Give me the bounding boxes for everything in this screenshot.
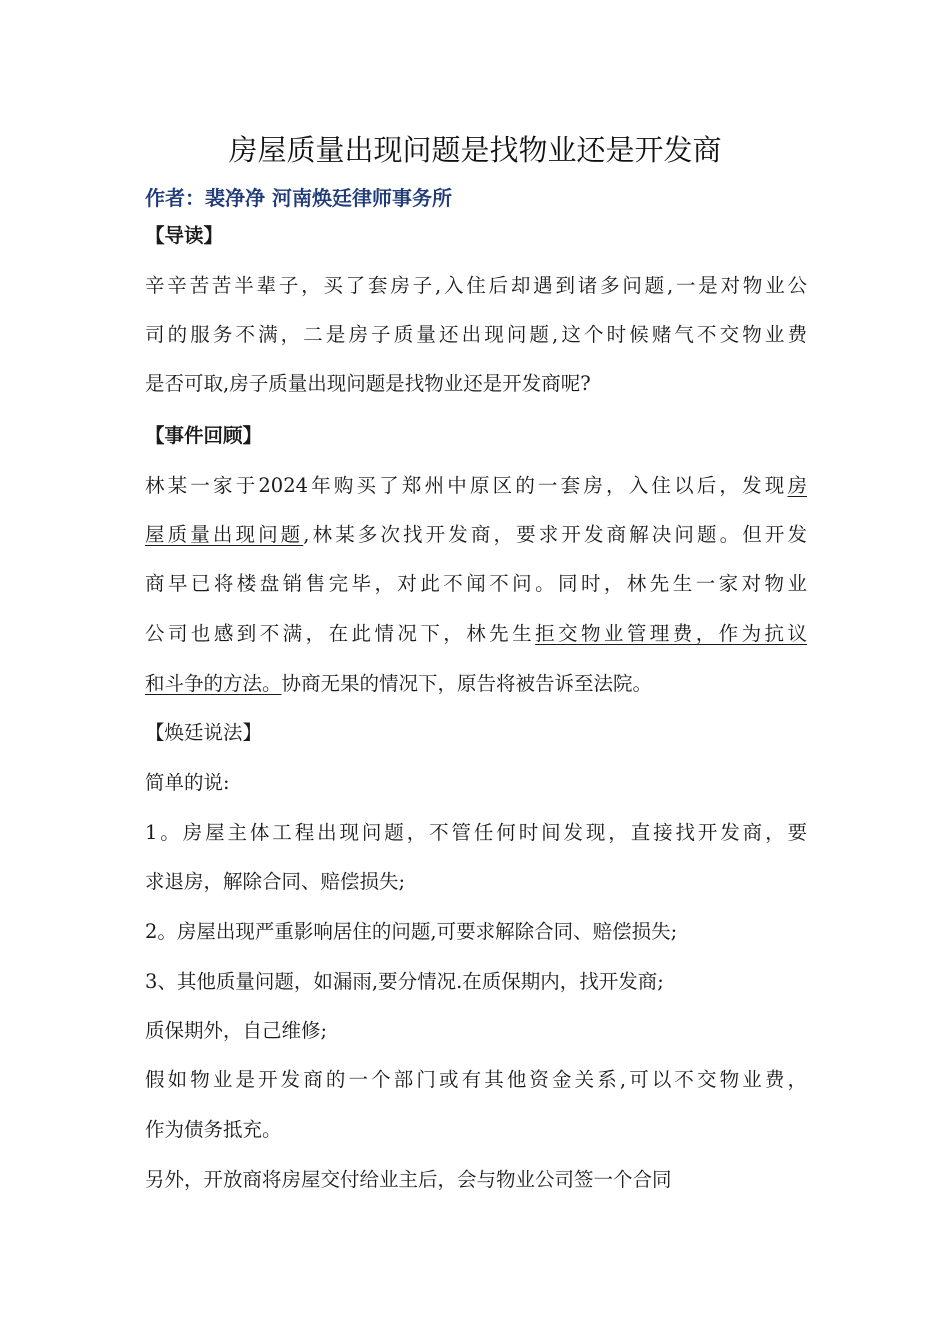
event-line-1-text: 林某一家于2024年购买了郑州中原区的一套房，入住以后，发现: [145, 474, 788, 497]
intro-line-1: 辛辛苦苦半辈子，买了套房子,入住后却遇到诸多问题,一是对物业公: [145, 274, 807, 297]
event-line-1: [145, 470, 807, 502]
event-line-1-underlined: 房: [787, 474, 807, 497]
opinion-line-6: 质保期外，自己维修;: [145, 1019, 328, 1042]
event-line-5-underlined: 和斗争的方法。: [145, 672, 282, 695]
event-line-2: [145, 519, 807, 551]
event-line-4-underlined: 拒交物业管理费，作为抗议: [535, 622, 807, 645]
opinion-line-3: 求退房，解除合同、赔偿损失;: [145, 870, 406, 893]
event-line-4-text: 公司也感到不满，在此情况下，林先生: [145, 622, 536, 645]
opinion-line-1: 简单的说:: [145, 771, 230, 794]
section-heading-intro: 【导读】: [145, 224, 224, 247]
opinion-line-5: 3、其他质量问题，如漏雨,要分情况.在质保期内，找开发商;: [145, 970, 664, 993]
event-line-5-text: 协商无果的情况下，原告将被告诉至法院。: [281, 672, 653, 695]
event-line-4: [145, 618, 807, 650]
opinion-line-9: 另外，开放商将房屋交付给业主后，会与物业公司签一个合同: [145, 1168, 672, 1191]
intro-line-2: 司的服务不满，二是房子质量还出现问题,这个时候赌气不交物业费: [145, 323, 807, 346]
event-line-5: [145, 668, 652, 700]
event-line-3: 商早已将楼盘销售完毕，对此不闻不问。同时，林先生一家对物业: [145, 572, 807, 595]
opinion-line-7: 假如物业是开发商的一个部门或有其他资金关系,可以不交物业费，: [145, 1068, 807, 1091]
document-title: 房屋质量出现问题是找物业还是开发商: [228, 133, 722, 167]
author-line: 作者：裴净净 河南焕廷律师事务所: [145, 186, 452, 210]
section-heading-opinion: 【焕廷说法】: [145, 721, 263, 744]
opinion-line-8: 作为债务抵充。: [145, 1118, 282, 1141]
event-line-2-text: ,林某多次找开发商，要求开发商解决问题。但开发: [303, 523, 807, 546]
opinion-line-2: 1。房屋主体工程出现问题，不管任何时间发现，直接找开发商，要: [145, 821, 807, 844]
intro-line-3: 是否可取,房子质量出现问题是找物业还是开发商呢?: [145, 372, 591, 395]
opinion-line-4: 2。房屋出现严重影响居住的问题,可要求解除合同、赔偿损失;: [145, 920, 678, 943]
event-line-2-underlined: 屋质量出现问题: [145, 523, 304, 546]
section-heading-event: 【事件回顾】: [145, 424, 263, 447]
